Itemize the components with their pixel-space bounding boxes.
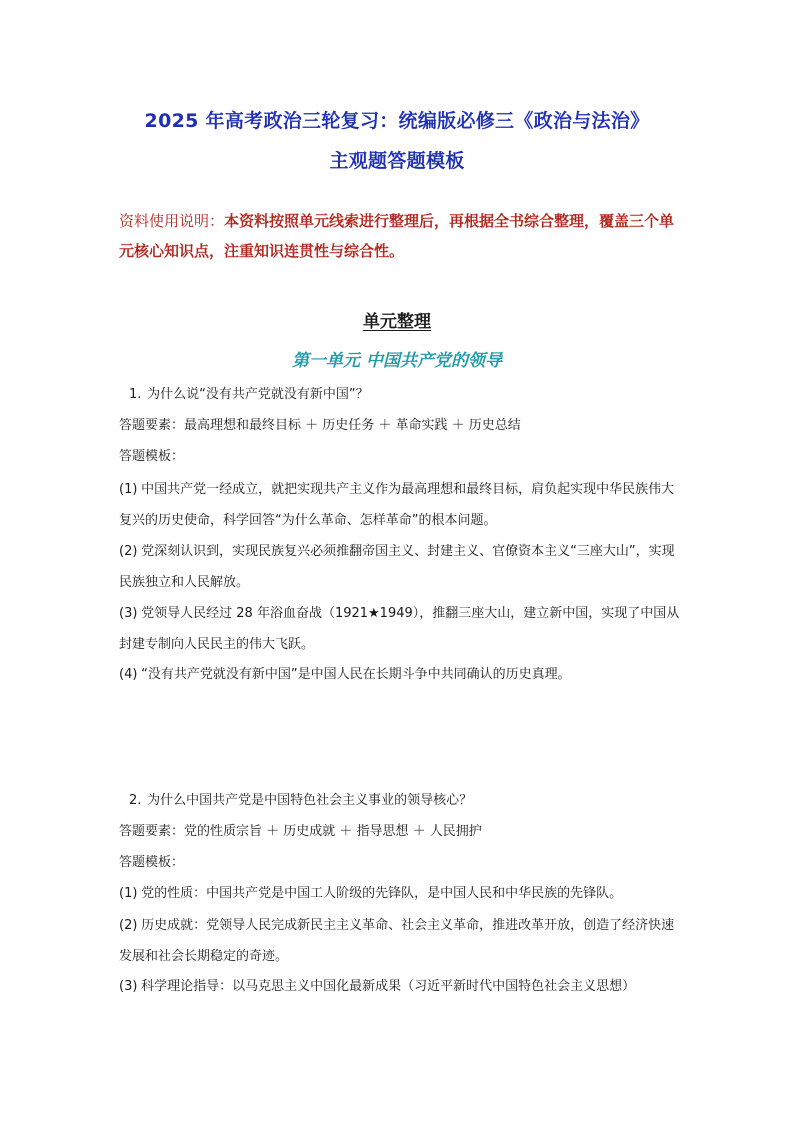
question-2-number: 2. [129,793,142,808]
point-text: 党领导人民经过 28 年浴血奋战（1921★1949），推翻三座大山，建立新中国，实现了中国从封建专制向人民民主的伟大飞跃。 [119,606,680,652]
question-1-point-2 [119,536,685,598]
question-1 [129,385,369,405]
point-number: (3) [119,979,138,994]
question-1-point-1 [119,474,685,536]
question-1-template-label: 答题模板： [119,449,185,464]
question-2 [129,791,472,811]
point-number: (2) [119,918,138,933]
point-text: 党深刻认识到，实现民族复兴必须推翻帝国主义、封建主义、官僚资本主义“三座大山”，实现民族独立和人民解放。 [119,544,675,590]
document-title-line-2: 主观题答题模板 [329,150,465,172]
question-2-text: 为什么中国共产党是中国特色社会主义事业的领导核心？ [147,793,473,808]
question-1-point-3 [119,598,685,660]
question-1-text: 为什么说“没有共产党就没有新中国”？ [147,387,369,402]
question-2-elements: 答题要素：党的性质宗旨 ＋ 历史成就 ＋ 指导思想 ＋ 人民拥护 [119,824,482,839]
usage-note-lead: 资料使用说明： [119,212,225,230]
unit-title: 第一单元 中国共产党的领导 [292,351,502,371]
section-title: 单元整理 [363,312,431,332]
question-1-point-4 [119,665,571,685]
point-number: (3) [119,606,138,621]
question-2-point-3 [119,977,635,997]
point-text: 科学理论指导：以马克思主义中国化最新成果（习近平新时代中国特色社会主义思想） [141,979,636,994]
point-number: (1) [119,482,138,497]
question-2-point-1 [119,884,622,904]
point-number: (1) [119,886,138,901]
point-text: 中国共产党一经成立，就把实现共产主义作为最高理想和最终目标，肩负起实现中华民族伟大复兴的历史使命，科学回答“为什么革命、怎样革命”的根本问题。 [119,482,675,528]
usage-note [119,206,679,266]
question-2-point-2 [119,910,685,972]
point-number: (2) [119,544,138,559]
point-text: “没有共产党就没有新中国”是中国人民在长期斗争中共同确认的历史真理。 [141,667,571,682]
point-text: 历史成就：党领导人民完成新民主主义革命、社会主义革命，推进改革开放，创造了经济快速发展和社会长期稳定的奇迹。 [119,918,675,964]
question-2-template-label: 答题模板： [119,855,185,870]
point-text: 党的性质：中国共产党是中国工人阶级的先锋队，是中国人民和中华民族的先锋队。 [141,886,623,901]
point-number: (4) [119,667,138,682]
question-1-elements: 答题要素：最高理想和最终目标 ＋ 历史任务 ＋ 革命实践 ＋ 历史总结 [119,418,521,433]
question-1-number: 1. [129,387,142,402]
usage-note-body: 本资料按照单元线索进行整理后，再根据全书综合整理，覆盖三个单元核心知识点，注重知识连贯性与综合性。 [119,212,675,260]
document-title-line-1: 2025 年高考政治三轮复习：统编版必修三《政治与法治》 [144,110,650,132]
